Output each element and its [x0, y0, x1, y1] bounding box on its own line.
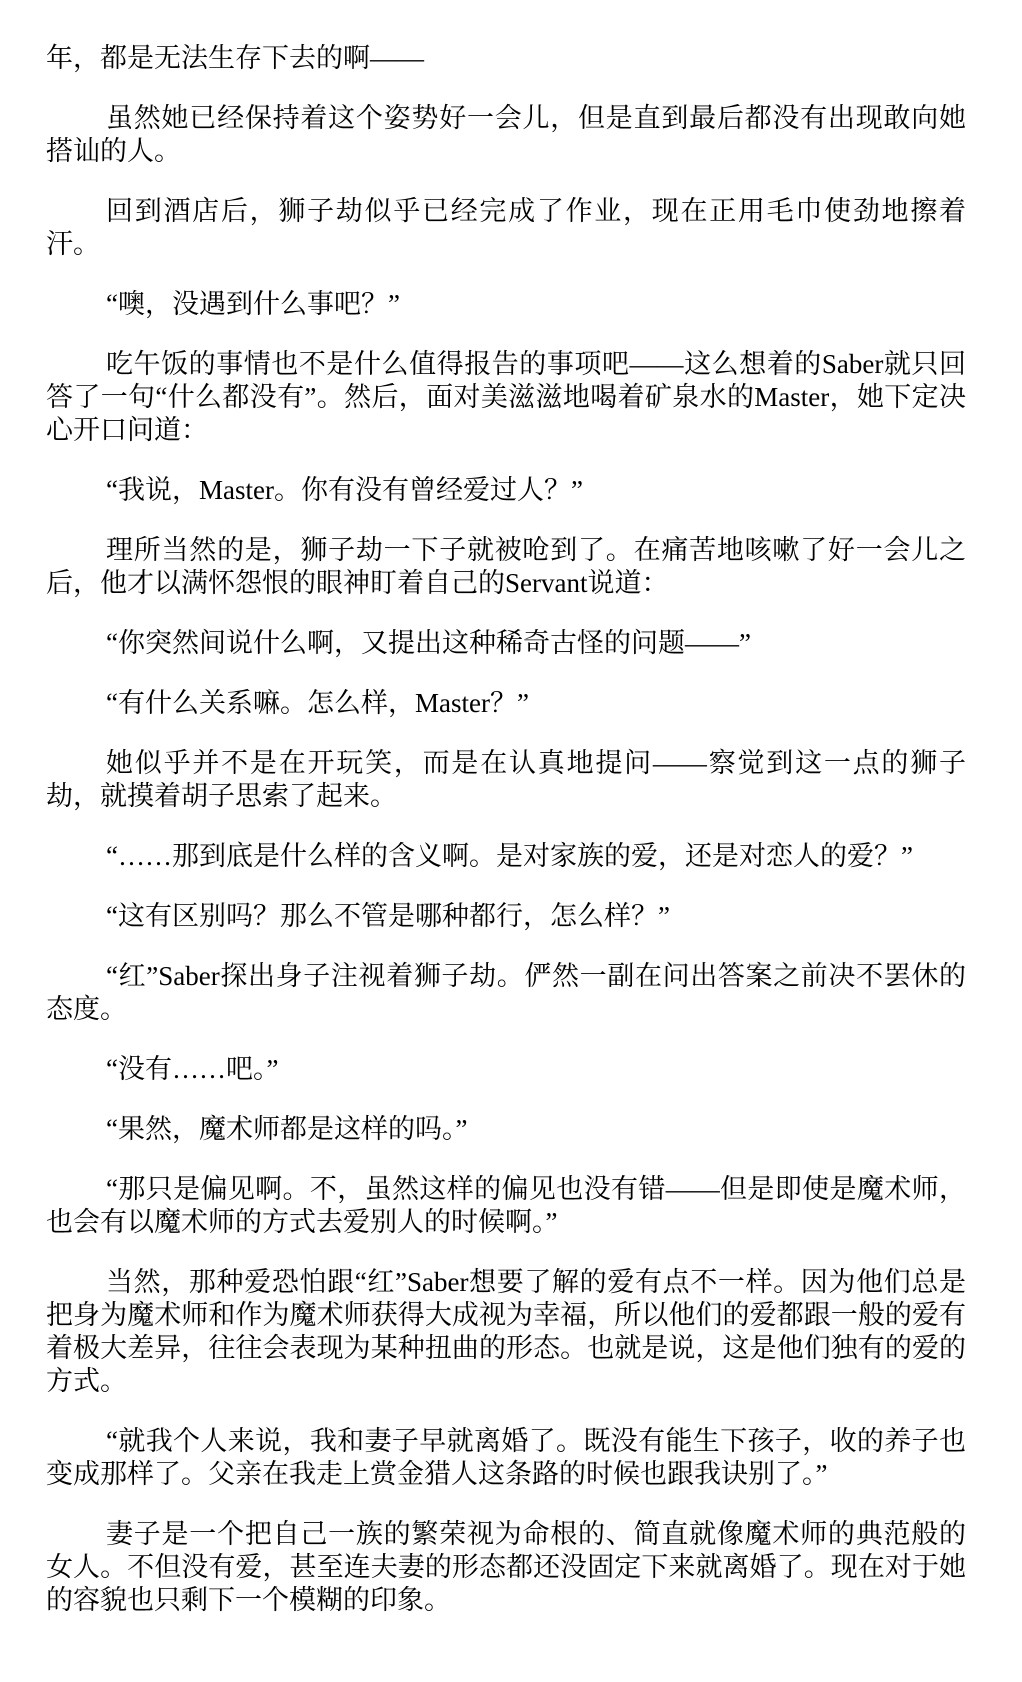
paragraph: 当然，那种爱恐怕跟“红”Saber想要了解的爱有点不一样。因为他们总是把身为魔术师和作为魔术师获得大成视为幸福，所以他们的爱都跟一般的爱有着极大差异，往往会表现为某种扭曲的形态。也就是说，这是他们独有的爱的方式。 — [46, 1267, 966, 1396]
paragraph: 妻子是一个把自己一族的繁荣视为命根的、简直就像魔术师的典范般的女人。不但没有爱，甚至连夫妻的形态都还没固定下来就离婚了。现在对于她的容貌也只剩下一个模糊的印象。 — [46, 1519, 966, 1615]
paragraph: “我说，Master。你有没有曾经爱过人？” — [106, 475, 583, 505]
paragraph: 理所当然的是，狮子劫一下子就被呛到了。在痛苦地咳嗽了好一会儿之后，他才以满怀怨恨的眼神盯着自己的Servant说道： — [46, 535, 966, 598]
paragraph: “有什么关系嘛。怎么样，Master？” — [106, 688, 529, 718]
paragraph: 吃午饭的事情也不是什么值得报告的事项吧——这么想着的Saber就只回答了一句“什么都没有”。然后，面对美滋滋地喝着矿泉水的Master，她下定决心开口问道： — [46, 349, 966, 445]
paragraph: 她似乎并不是在开玩笑，而是在认真地提问——察觉到这一点的狮子劫，就摸着胡子思索了起来。 — [46, 748, 966, 811]
paragraph: “没有……吧。” — [106, 1054, 279, 1084]
paragraph: “红”Saber探出身子注视着狮子劫。俨然一副在问出答案之前决不罢休的态度。 — [46, 961, 966, 1024]
paragraph: “那只是偏见啊。不，虽然这样的偏见也没有错——但是即使是魔术师，也会有以魔术师的方式去爱别人的时候啊。” — [46, 1174, 966, 1237]
paragraph: “果然，魔术师都是这样的吗。” — [106, 1114, 468, 1144]
paragraph: “……那到底是什么样的含义啊。是对家族的爱，还是对恋人的爱？” — [106, 841, 913, 871]
paragraph: “你突然间说什么啊，又提出这种稀奇古怪的问题——” — [106, 628, 751, 658]
paragraph: “噢，没遇到什么事吧？” — [106, 289, 400, 319]
paragraph: 虽然她已经保持着这个姿势好一会儿，但是直到最后都没有出现敢向她搭讪的人。 — [46, 103, 966, 166]
paragraph: “这有区别吗？那么不管是哪种都行，怎么样？” — [106, 901, 670, 931]
paragraph: 年，都是无法生存下去的啊—— — [46, 43, 424, 73]
paragraph: 回到酒店后，狮子劫似乎已经完成了作业，现在正用毛巾使劲地擦着汗。 — [46, 196, 966, 259]
paragraph: “就我个人来说，我和妻子早就离婚了。既没有能生下孩子，收的养子也变成那样了。父亲在我走上赏金猎人这条路的时候也跟我诀别了。” — [46, 1426, 966, 1489]
